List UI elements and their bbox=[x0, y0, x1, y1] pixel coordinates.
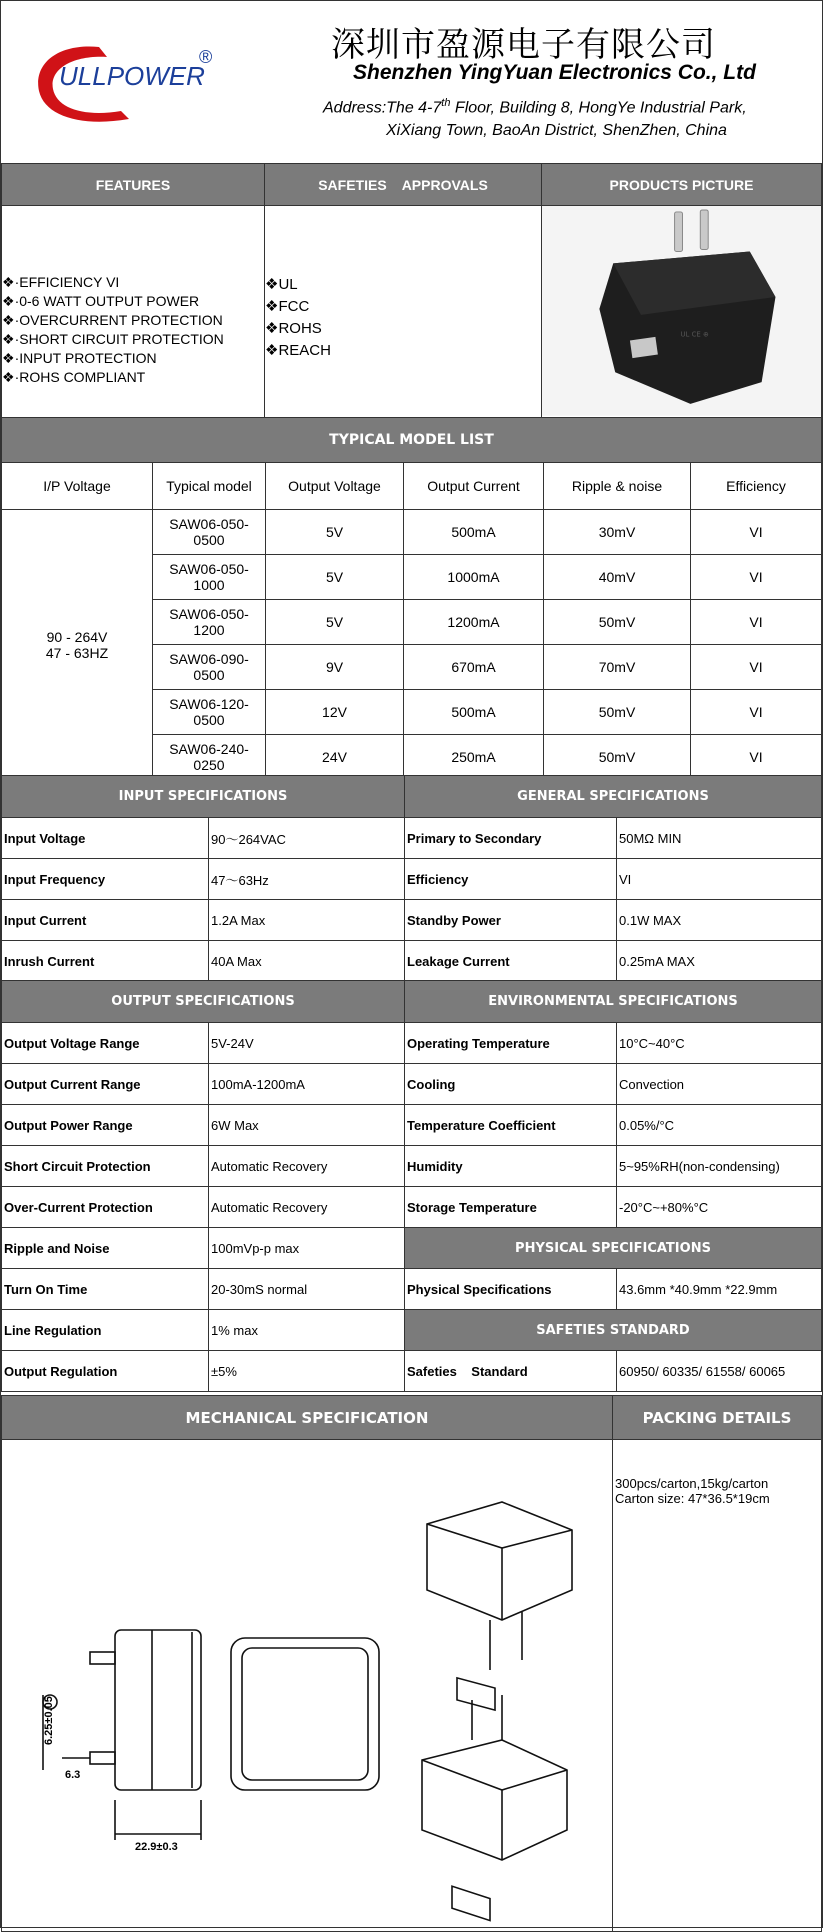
approval-item bbox=[265, 296, 541, 318]
feature-item bbox=[2, 273, 264, 292]
spec-key: Input Voltage bbox=[2, 818, 209, 859]
spec-value: -20°C~+80%°C bbox=[617, 1187, 822, 1228]
model-number bbox=[153, 645, 266, 690]
packing-details-cell bbox=[613, 1440, 822, 1932]
spec-value: 50MΩ MIN bbox=[617, 818, 822, 859]
spec-value: 10°C~40°C bbox=[617, 1023, 822, 1064]
logo-text: ULLPOWER bbox=[59, 61, 205, 91]
general-spec-title: GENERAL SPECIFICATIONS bbox=[405, 776, 822, 818]
address-post: Floor, Building 8, HongYe Industrial Park, bbox=[450, 99, 747, 117]
output-voltage: 5V bbox=[266, 600, 404, 645]
company-name-english: Shenzhen YingYuan Electronics Co., Ltd bbox=[353, 61, 756, 84]
spec-key: Cooling bbox=[405, 1064, 617, 1105]
feature-label: ·ROHS COMPLIANT bbox=[14, 369, 146, 386]
spec-value: 6W Max bbox=[209, 1105, 405, 1146]
spec-row bbox=[2, 818, 822, 859]
spec-value: 5~95%RH(non-condensing) bbox=[617, 1146, 822, 1187]
bullet-icon: ❖ bbox=[2, 331, 15, 348]
products-picture-header: PRODUCTS PICTURE bbox=[542, 164, 822, 206]
model-number-line1: SAW06-050- bbox=[169, 516, 249, 532]
ip-frequency-range: 47 - 63HZ bbox=[45, 644, 109, 661]
efficiency: VI bbox=[691, 600, 822, 645]
feature-label: ·OVERCURRENT PROTECTION bbox=[14, 312, 223, 329]
col-output-voltage: Output Voltage bbox=[266, 463, 404, 510]
efficiency: VI bbox=[691, 510, 822, 555]
spec-value: 90～264VAC bbox=[209, 818, 405, 859]
efficiency: VI bbox=[691, 555, 822, 600]
approvals-header: SAFETIES APPROVALS bbox=[265, 164, 542, 206]
bullet-icon: ❖ bbox=[2, 369, 15, 386]
spec-value: 5V-24V bbox=[209, 1023, 405, 1064]
spec-value: 1% max bbox=[209, 1310, 405, 1351]
spec-key: Input Current bbox=[2, 900, 209, 941]
output-current: 250mA bbox=[404, 735, 544, 780]
spec-key: Leakage Current bbox=[405, 941, 617, 982]
spec-value: 0.25mA MAX bbox=[617, 941, 822, 982]
spec-key: Temperature Coefficient bbox=[405, 1105, 617, 1146]
approval-label: UL bbox=[278, 276, 298, 294]
spec-key: Ripple and Noise bbox=[2, 1228, 209, 1269]
approval-item bbox=[265, 340, 541, 362]
model-number-line1: SAW06-240- bbox=[169, 741, 249, 757]
address-line-2: XiXiang Town, BaoAn District, ShenZhen, China bbox=[386, 122, 727, 139]
environmental-spec-title: ENVIRONMENTAL SPECIFICATIONS bbox=[405, 981, 822, 1023]
company-header bbox=[1, 1, 822, 164]
col-ip-voltage: I/P Voltage bbox=[2, 463, 153, 510]
model-number-line1: SAW06-090- bbox=[169, 651, 249, 667]
output-current: 500mA bbox=[404, 690, 544, 735]
packing-title: PACKING DETAILS bbox=[613, 1396, 822, 1440]
output-current: 1200mA bbox=[404, 600, 544, 645]
output-env-table bbox=[1, 980, 822, 1392]
spec-key: Physical Specifications bbox=[405, 1269, 617, 1310]
spec-row bbox=[2, 941, 822, 982]
spec-value: 0.1W MAX bbox=[617, 900, 822, 941]
model-number bbox=[153, 555, 266, 600]
ip-voltage-range: 90 - 264V bbox=[46, 628, 108, 645]
approval-label: FCC bbox=[278, 298, 310, 316]
model-number bbox=[153, 600, 266, 645]
safeties-standard-title: SAFETIES STANDARD bbox=[405, 1310, 822, 1351]
features-header: FEATURES bbox=[2, 164, 265, 206]
ripple-noise: 50mV bbox=[544, 735, 691, 780]
efficiency: VI bbox=[691, 735, 822, 780]
output-voltage: 9V bbox=[266, 645, 404, 690]
feature-label: ·0-6 WATT OUTPUT POWER bbox=[14, 293, 200, 310]
spec-key: Storage Temperature bbox=[405, 1187, 617, 1228]
efficiency: VI bbox=[691, 645, 822, 690]
spec-key: Inrush Current bbox=[2, 941, 209, 982]
approval-item bbox=[265, 274, 541, 296]
output-voltage: 5V bbox=[266, 510, 404, 555]
col-output-current: Output Current bbox=[404, 463, 544, 510]
dim-depth: 22.9±0.3 bbox=[135, 1841, 178, 1853]
ripple-noise: 50mV bbox=[544, 600, 691, 645]
product-photo bbox=[542, 206, 821, 416]
spec-value: 1.2A Max bbox=[209, 900, 405, 941]
model-number-line1: SAW06-120- bbox=[169, 696, 249, 712]
model-row bbox=[2, 510, 822, 555]
spec-value: 20-30mS normal bbox=[209, 1269, 405, 1310]
spec-key: Output Regulation bbox=[2, 1351, 209, 1392]
col-efficiency: Efficiency bbox=[691, 463, 822, 510]
spec-row bbox=[2, 1187, 822, 1228]
bullet-icon: ❖ bbox=[265, 276, 279, 294]
col-typical-model: Typical model bbox=[153, 463, 266, 510]
packing-line-2: Carton size: 47*36.5*19cm bbox=[615, 1491, 770, 1506]
spec-value: Convection bbox=[617, 1064, 822, 1105]
ripple-noise: 70mV bbox=[544, 645, 691, 690]
model-number bbox=[153, 690, 266, 735]
bullet-icon: ❖ bbox=[2, 312, 15, 329]
logo-registered-mark: ® bbox=[199, 47, 213, 67]
company-logo bbox=[29, 33, 239, 133]
model-number-line2: 1000 bbox=[193, 577, 225, 593]
feature-item bbox=[2, 330, 264, 349]
model-list-table bbox=[1, 417, 822, 780]
spec-key: Output Power Range bbox=[2, 1105, 209, 1146]
dim-pin-width: 6.3 bbox=[65, 1769, 81, 1781]
spec-row bbox=[2, 1146, 822, 1187]
feature-item bbox=[2, 368, 264, 387]
photo-marks: UL CE ⊕ bbox=[680, 330, 709, 339]
spec-value: 43.6mm *40.9mm *22.9mm bbox=[617, 1269, 822, 1310]
feature-item bbox=[2, 349, 264, 368]
spec-row bbox=[2, 859, 822, 900]
bullet-icon: ❖ bbox=[2, 274, 15, 291]
spec-value: 47～63Hz bbox=[209, 859, 405, 900]
output-spec-title: OUTPUT SPECIFICATIONS bbox=[2, 981, 405, 1023]
spec-row bbox=[2, 1228, 822, 1269]
packing-line-1: 300pcs/carton,15kg/carton bbox=[615, 1476, 769, 1491]
approval-label: ROHS bbox=[278, 320, 322, 338]
input-spec-title: INPUT SPECIFICATIONS bbox=[2, 776, 405, 818]
output-current: 670mA bbox=[404, 645, 544, 690]
model-number bbox=[153, 735, 266, 780]
bullet-icon: ❖ bbox=[265, 298, 279, 316]
bullet-icon: ❖ bbox=[265, 342, 279, 360]
model-number-line1: SAW06-050- bbox=[169, 561, 249, 577]
mechanical-drawing-cell bbox=[2, 1440, 613, 1932]
output-current: 1000mA bbox=[404, 555, 544, 600]
spec-key: Input Frequency bbox=[2, 859, 209, 900]
col-ripple-noise: Ripple & noise bbox=[544, 463, 691, 510]
spec-key: Over-Current Protection bbox=[2, 1187, 209, 1228]
efficiency: VI bbox=[691, 690, 822, 735]
spec-row bbox=[2, 900, 822, 941]
spec-key: Line Regulation bbox=[2, 1310, 209, 1351]
bullet-icon: ❖ bbox=[2, 350, 15, 367]
model-list-title: TYPICAL MODEL LIST bbox=[2, 418, 822, 463]
product-photo-cell bbox=[542, 206, 822, 420]
mechanical-title: MECHANICAL SPECIFICATION bbox=[2, 1396, 613, 1440]
spec-key: Output Voltage Range bbox=[2, 1023, 209, 1064]
feature-item bbox=[2, 292, 264, 311]
spec-value: VI bbox=[617, 859, 822, 900]
spec-value: ±5% bbox=[209, 1351, 405, 1392]
model-number-line2: 0500 bbox=[193, 532, 225, 548]
ripple-noise: 50mV bbox=[544, 690, 691, 735]
approval-label: REACH bbox=[278, 342, 331, 360]
output-voltage: 5V bbox=[266, 555, 404, 600]
spec-key: Operating Temperature bbox=[405, 1023, 617, 1064]
output-current: 500mA bbox=[404, 510, 544, 555]
spec-row bbox=[2, 1105, 822, 1146]
spec-key: Turn On Time bbox=[2, 1269, 209, 1310]
model-number-line1: SAW06-050- bbox=[169, 606, 249, 622]
feature-label: ·EFFICIENCY VI bbox=[14, 274, 120, 291]
output-voltage: 12V bbox=[266, 690, 404, 735]
model-number-line2: 1200 bbox=[193, 622, 225, 638]
spec-row bbox=[2, 1064, 822, 1105]
spec-row bbox=[2, 1310, 822, 1351]
mechanical-drawing bbox=[2, 1440, 610, 1926]
spec-value: 0.05%/°C bbox=[617, 1105, 822, 1146]
dim-pin-pitch: 6.25±0.05 bbox=[43, 1696, 55, 1745]
feature-item bbox=[2, 311, 264, 330]
bullet-icon: ❖ bbox=[2, 293, 15, 310]
company-name-chinese: 深圳市盈源电子有限公司 bbox=[331, 25, 716, 65]
spec-value: 40A Max bbox=[209, 941, 405, 982]
spec-value: Automatic Recovery bbox=[209, 1146, 405, 1187]
spec-value: 100mA-1200mA bbox=[209, 1064, 405, 1105]
input-general-table bbox=[1, 775, 822, 982]
spec-row bbox=[2, 1351, 822, 1392]
address-pre: Address:The 4-7 bbox=[323, 99, 442, 117]
spec-key: Primary to Secondary bbox=[405, 818, 617, 859]
address-sup: th bbox=[441, 97, 451, 109]
spec-value: Automatic Recovery bbox=[209, 1187, 405, 1228]
spec-row bbox=[2, 1269, 822, 1310]
model-number-line2: 0500 bbox=[193, 667, 225, 683]
model-number-line2: 0250 bbox=[193, 757, 225, 773]
physical-spec-title: PHYSICAL SPECIFICATIONS bbox=[405, 1228, 822, 1269]
spec-key: Humidity bbox=[405, 1146, 617, 1187]
ripple-noise: 30mV bbox=[544, 510, 691, 555]
spec-key: Standby Power bbox=[405, 900, 617, 941]
mechanical-table bbox=[1, 1395, 822, 1932]
spec-key: Efficiency bbox=[405, 859, 617, 900]
approvals-list bbox=[265, 206, 542, 420]
spec-row bbox=[2, 1023, 822, 1064]
feature-label: ·INPUT PROTECTION bbox=[14, 350, 157, 367]
spec-key: Short Circuit Protection bbox=[2, 1146, 209, 1187]
feature-label: ·SHORT CIRCUIT PROTECTION bbox=[14, 331, 224, 348]
spec-value: 60950/ 60335/ 61558/ 60065 bbox=[617, 1351, 822, 1392]
ripple-noise: 40mV bbox=[544, 555, 691, 600]
spec-key: Output Current Range bbox=[2, 1064, 209, 1105]
features-list bbox=[2, 206, 265, 420]
approval-item bbox=[265, 318, 541, 340]
spec-key: Safeties Standard bbox=[405, 1351, 617, 1392]
bullet-icon: ❖ bbox=[265, 320, 279, 338]
address-line-1 bbox=[323, 97, 747, 117]
features-table bbox=[1, 163, 822, 420]
model-number-line2: 0500 bbox=[193, 712, 225, 728]
model-number bbox=[153, 510, 266, 555]
spec-value: 100mVp-p max bbox=[209, 1228, 405, 1269]
output-voltage: 24V bbox=[266, 735, 404, 780]
ip-voltage-cell bbox=[2, 510, 153, 780]
